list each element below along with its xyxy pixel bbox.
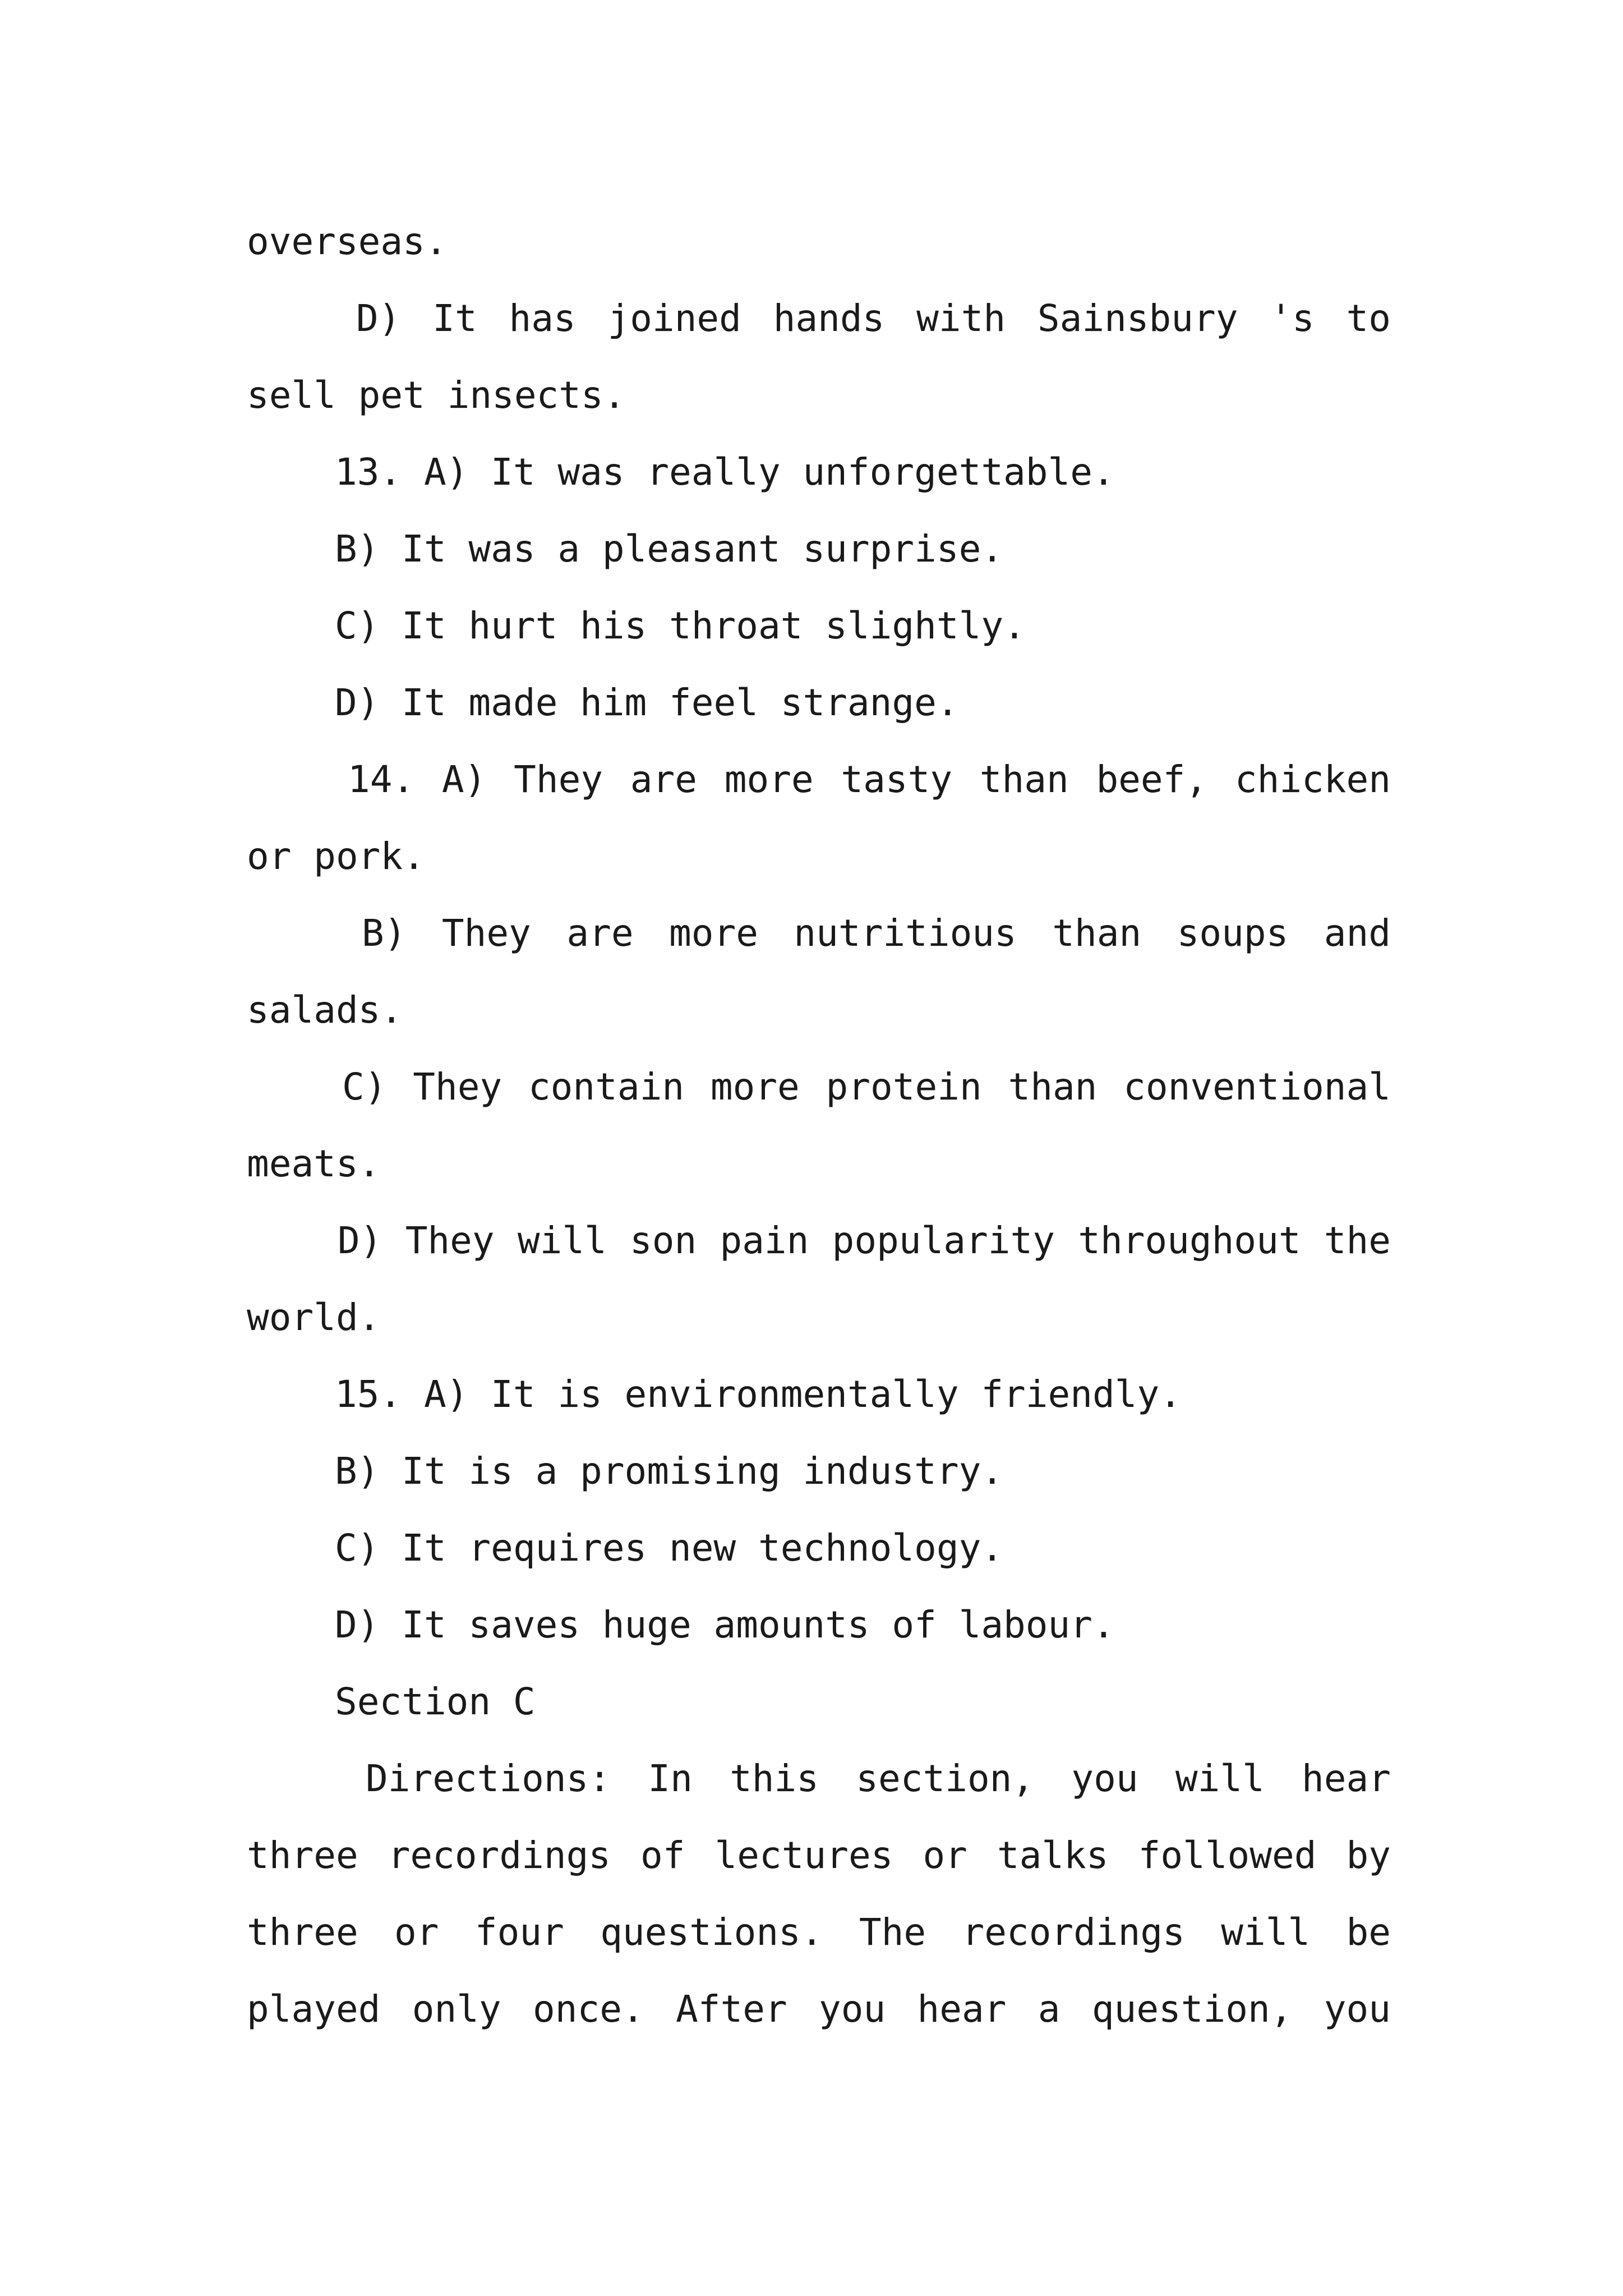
question-14-option-d: D) They will son pain popularity throughout the — [338, 1219, 1391, 1262]
question-14-option-a: 14. A) They are more tasty than beef, chicken — [348, 758, 1391, 801]
directions-line: played only once. After you hear a question, you — [247, 1987, 1391, 2031]
section-heading: Section C — [335, 1680, 536, 1723]
text-line: or pork. — [247, 835, 425, 878]
question-13-option-c: C) It hurt his throat slightly. — [335, 604, 1026, 647]
directions-line: Directions: In this section, you will hear — [366, 1757, 1391, 1800]
question-15-option-b: B) It is a promising industry. — [335, 1450, 1004, 1493]
question-13-option-a: 13. A) It was really unforgettable. — [335, 450, 1115, 494]
text-line: meats. — [247, 1142, 381, 1185]
text-line: salads. — [247, 988, 403, 1032]
question-15-option-d: D) It saves huge amounts of labour. — [335, 1603, 1115, 1646]
question-15-option-a: 15. A) It is environmentally friendly. — [335, 1373, 1182, 1416]
question-13-option-b: B) It was a pleasant surprise. — [335, 527, 1004, 570]
text-line: D) It has joined hands with Sainsbury 's to — [356, 297, 1391, 340]
question-14-option-b: B) They are more nutritious than soups and — [362, 912, 1391, 955]
question-15-option-c: C) It requires new technology. — [335, 1526, 1004, 1570]
directions-line: three recordings of lectures or talks followed by — [247, 1834, 1391, 1877]
directions-line: three or four questions. The recordings will be — [247, 1911, 1391, 1954]
question-14-option-c: C) They contain more protein than conventional — [342, 1065, 1391, 1108]
text-line: world. — [247, 1296, 381, 1339]
text-line: sell pet insects. — [247, 374, 626, 417]
text-line: overseas. — [247, 220, 448, 263]
question-13-option-d: D) It made him feel strange. — [335, 681, 959, 724]
